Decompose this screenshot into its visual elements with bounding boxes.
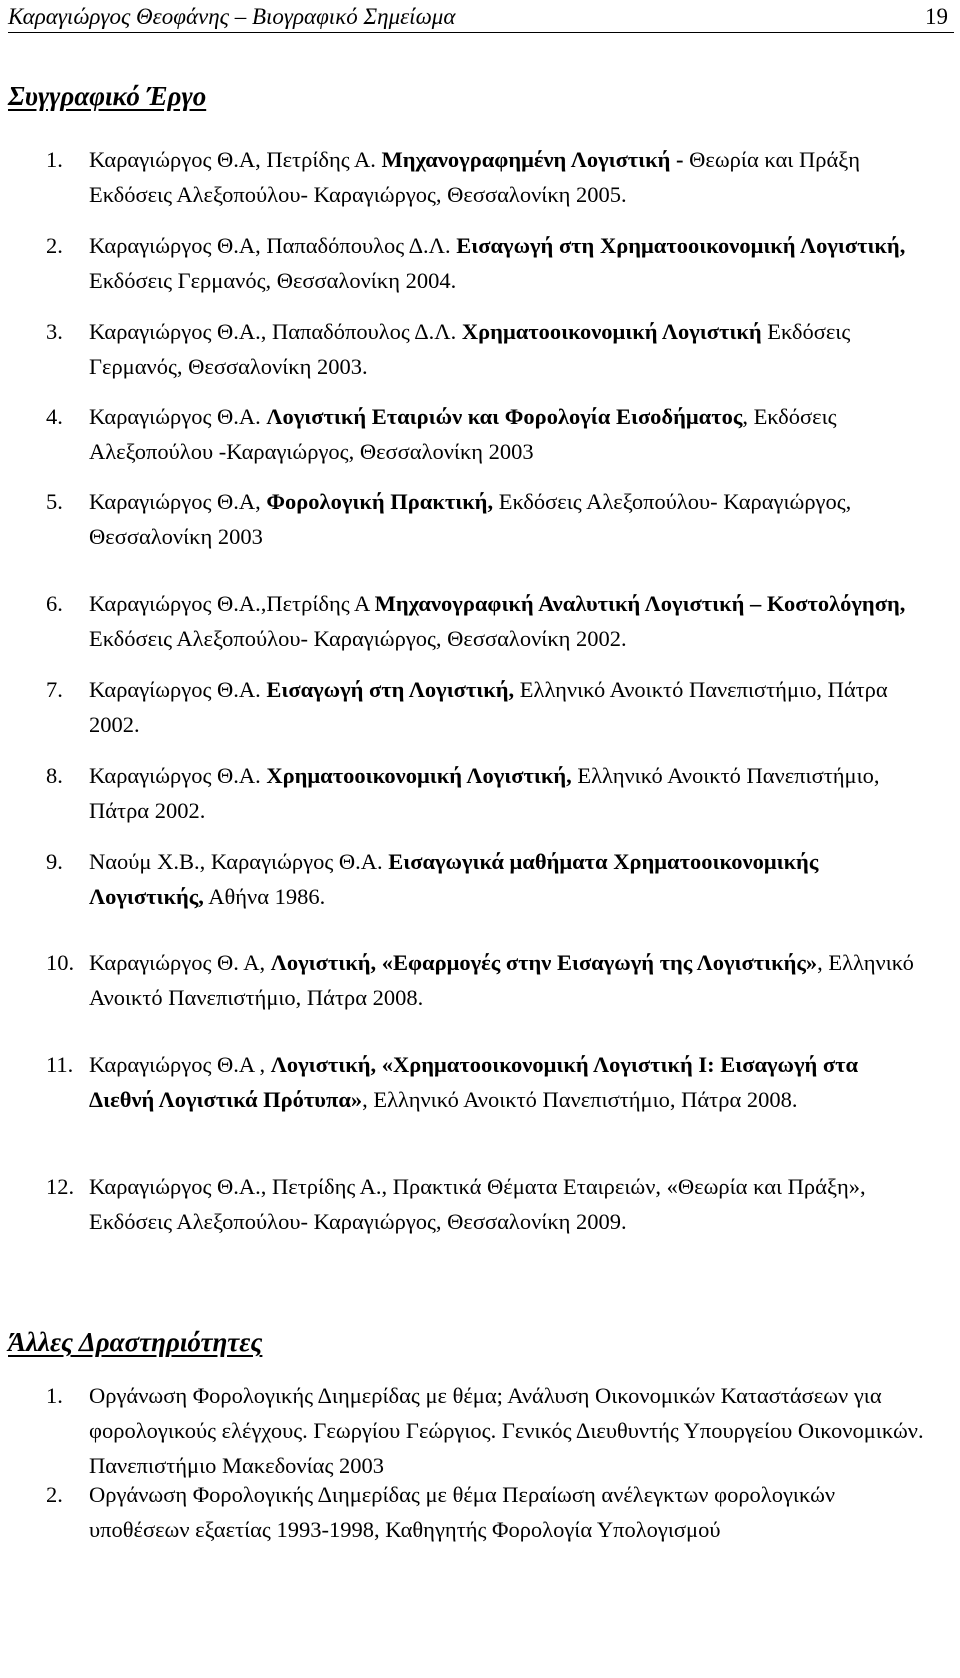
list-item [46,844,926,914]
bold-title-text: Χρηματοοικονομική Λογιστική, [266,763,572,788]
list-item-text [89,1477,926,1547]
citation-text: Αθήνα 1986. [203,884,326,909]
list-item-text [89,142,926,212]
list-item [46,586,926,656]
list-item-text [89,1169,926,1239]
citation-text: Καραγιώργος Θ.Α, Παπαδόπουλος Δ.Λ. [89,233,457,258]
list-item [46,399,926,469]
list-item [46,1047,926,1117]
list-item-number: 12. [46,1174,75,1199]
list-item-number: 6. [46,591,63,616]
citation-text: , Εκδόσεις Αλεξοπούλου -Καραγιώργος, Θεσσαλονίκη 2003 [89,404,837,464]
list-item-number: 11. [46,1052,74,1077]
list-item-number: 10. [46,950,75,975]
list-item-text [89,1378,926,1483]
citation-text: Καραγιώργος Θ.Α, [89,489,267,514]
list-item [46,314,926,384]
citation-text: Εκδόσεις Αλεξοπούλου- Καραγιώργος, Θεσσαλονίκη 2002. [89,626,627,651]
page-number: 19 [925,4,948,29]
citation-text: Εκδόσεις Αλεξοπούλου- Καραγιώργος, Θεσσαλονίκη 2003 [89,489,852,549]
list-item-text [89,399,926,469]
list-item-number: 3. [46,319,63,344]
list-item-number: 8. [46,763,63,788]
bold-title-text: Λογιστική, «Εφαρμογές στην Εισαγωγή της Λογιστικής» [270,950,818,975]
list-item [46,758,926,828]
citation-text: Καραγίωργος Θ.Α. [89,677,267,702]
section-title-writings: Συγγραφικό Έργο [8,81,207,111]
bold-title-text: Λογιστική Εταιριών και Φορολογία Εισοδήματος [266,404,743,429]
citation-text: , Ελληνικό Ανοικτό Πανεπιστήμιο, Πάτρα 2008. [89,950,914,1010]
bold-title-text: Χρηματοοικονομική Λογιστική [461,319,762,344]
list-item-text [89,314,926,384]
list-item-number: 7. [46,677,63,702]
list-item-number: 9. [46,849,63,874]
citation-text: Καραγιώργος Θ.Α.,Πετρίδης Α [89,591,375,616]
citation-text: Ναούμ Χ.Β., Καραγιώργος Θ.Α. [89,849,389,874]
citation-text: Ελληνικό Ανοικτό Πανεπιστήμιο, Πάτρα 2002. [89,677,888,737]
list-item-number: 2. [46,233,63,258]
citation-text: Οργάνωση Φορολογικής Διημερίδας με θέμα Περαίωση ανέλεγκτων φορολογικών υποθέσεων εξαετίας 1993-1998, Καθηγητής Φορολογία Υπολογισμού [89,1482,836,1542]
bold-title-text: Εισαγωγή στη Λογιστική, [266,677,515,702]
list-item-number: 5. [46,489,63,514]
citation-text: Καραγιώργος Θ. Α, [89,950,271,975]
list-item-text [89,228,926,298]
section-title-other-activities: Άλλες Δραστηριότητες [8,1327,263,1357]
list-item-text [89,844,926,914]
citation-text: Οργάνωση Φορολογικής Διημερίδας με θέμα; Ανάλυση Οικονομικών Καταστάσεων για φορολογικούς ελέγχους. Γεωργίου Γεώργιος. Γενικός Διευθυντής Υπουργείου Οικονομικών. Πανεπιστήμιο Μακεδονίας 2003 [89,1383,924,1478]
citation-text: Καραγιώργος Θ.Α., Πετρίδης Α., Πρακτικά Θέματα Εταιρειών, «Θεωρία και Πράξη», Εκδόσεις Αλεξοπούλου- Καραγιώργος, Θεσσαλονίκη 2009. [89,1174,866,1234]
list-item [46,228,926,298]
list-item [46,1169,926,1239]
list-item-text [89,586,926,656]
list-item-text [89,484,926,554]
citation-text: Θεωρία και Πράξη Εκδόσεις Αλεξοπούλου- Καραγιώργος, Θεσσαλονίκη 2005. [89,147,861,207]
citation-text: Ελληνικό Ανοικτό Πανεπιστήμιο, Πάτρα 2002. [89,763,880,823]
bold-title-text: Εισαγωγή στη Χρηματοοικονομική Λογιστική, [456,233,906,258]
bold-title-text: Μηχανογραφημένη Λογιστική - [381,147,684,172]
citation-text: , Ελληνικό Ανοικτό Πανεπιστήμιο, Πάτρα 2008. [362,1087,798,1112]
header-title: Καραγιώργος Θεοφάνης – Βιογραφικό Σημείωμα [8,4,456,29]
list-item-text [89,945,926,1015]
list-item [46,672,926,742]
list-item-number: 2. [46,1482,63,1507]
list-item [46,1477,926,1547]
bold-title-text: Εισαγωγικά μαθήματα Χρηματοοικονομικής Λογιστικής, [89,849,819,909]
list-item [46,484,926,554]
list-item-number: 1. [46,1383,63,1408]
citation-text: Καραγιώργος Θ.Α , [89,1052,271,1077]
citation-text: Καραγιώργος Θ.Α. [89,763,267,788]
page-header [8,2,954,33]
citation-text: Εκδόσεις Γερμανός, Θεσσαλονίκη 2004. [89,268,457,293]
list-item-text [89,672,926,742]
bold-title-text: Λογιστική, «Χρηματοοικονομική Λογιστική Ι: Εισαγωγή στα Διεθνή Λογιστικά Πρότυπα» [89,1052,859,1112]
citation-text: Καραγιώργος Θ.Α. [89,404,267,429]
bold-title-text: Μηχανογραφική Αναλυτική Λογιστική – Κοστολόγηση, [374,591,906,616]
list-item [46,945,926,1015]
list-item-number: 4. [46,404,63,429]
list-item-text [89,758,926,828]
list-item [46,1378,926,1483]
bold-title-text: Φορολογική Πρακτική, [266,489,494,514]
list-item-number: 1. [46,147,63,172]
list-item [46,142,926,212]
citation-text: Καραγιώργος Θ.Α., Παπαδόπουλος Δ.Λ. [89,319,462,344]
list-item-text [89,1047,926,1117]
citation-text: Εκδόσεις Γερμανός, Θεσσαλονίκη 2003. [89,319,851,379]
citation-text: Καραγιώργος Θ.Α, Πετρίδης Α. [89,147,382,172]
